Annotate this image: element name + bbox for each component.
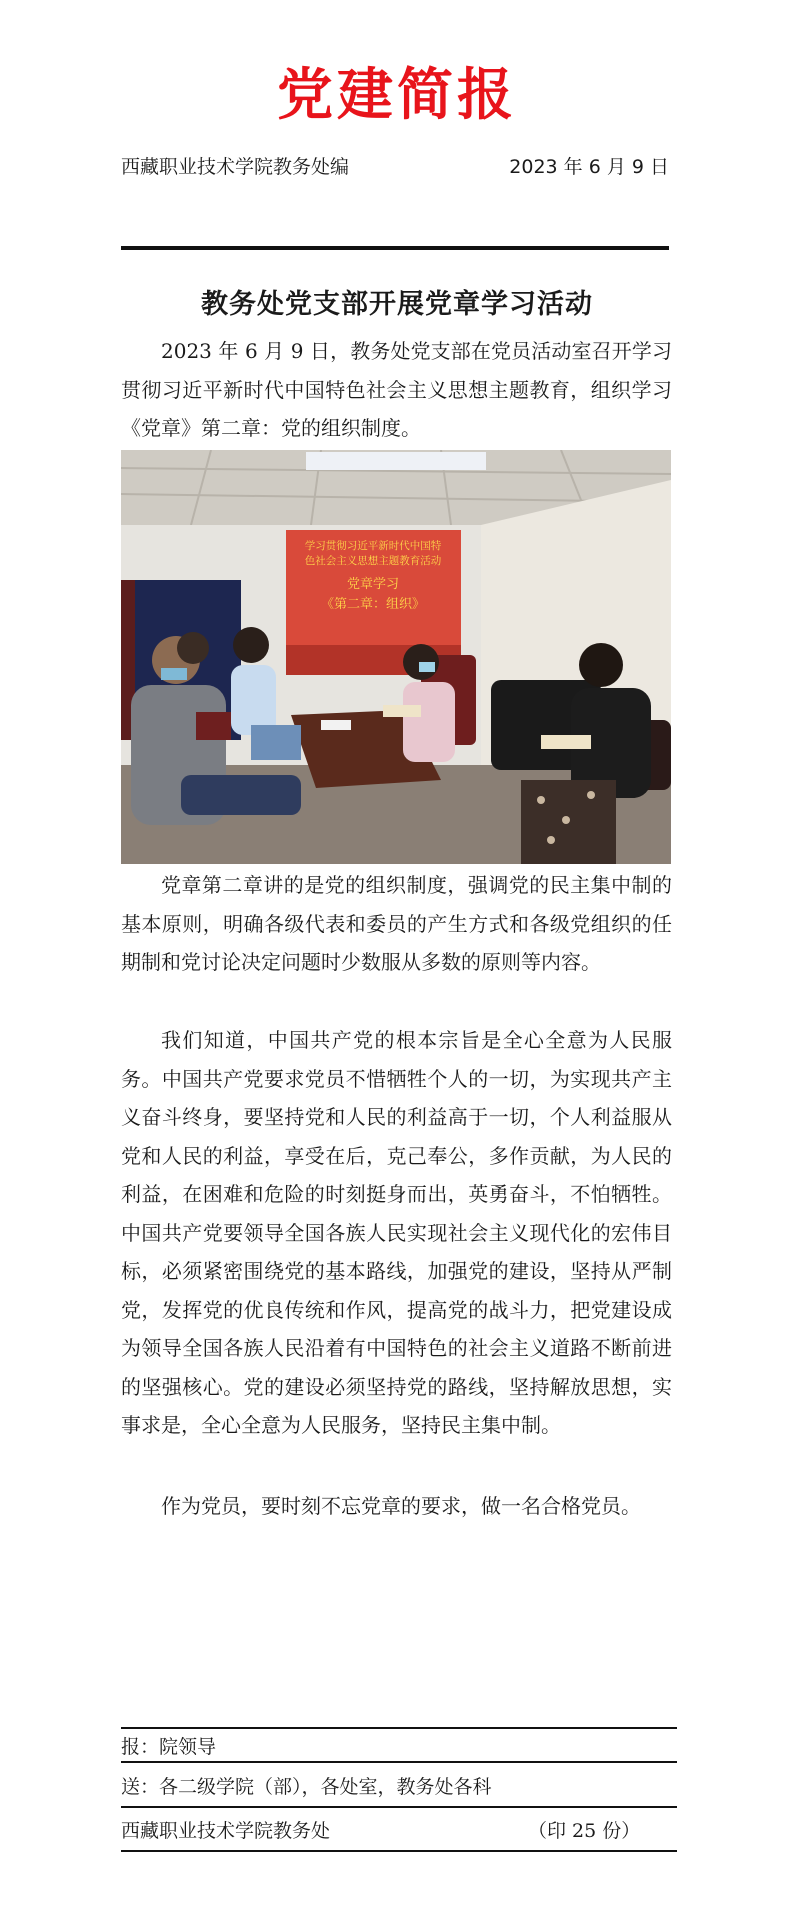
copies-count: （印 25 份）: [528, 1820, 641, 1842]
send-to: 送：各二级学院（部），各处室，教务处各科: [121, 1776, 492, 1798]
screen-text-2: 色社会主义思想主题教育活动: [304, 555, 442, 567]
header-divider: [121, 246, 669, 250]
article-paragraph-2: 党章第二章讲的是党的组织制度，强调党的民主集中制的基本原则，明确各级代表和委员的产生方式和各级党组织的任期制和党讨论决定问题时少数服从多数的原则等内容。: [121, 873, 672, 974]
article-paragraph-1: 2023 年 6 月 9 日，教务处党支部在党员活动室召开学习贯彻习近平新时代中国特色社会主义思想主题教育，组织学习《党章》第二章：党的组织制度。: [121, 339, 672, 440]
footer-issuer: 西藏职业技术学院教务处: [121, 1820, 331, 1842]
ceiling-light: [306, 452, 486, 470]
person: [579, 643, 623, 687]
footer-divider: [121, 1850, 677, 1852]
person: [233, 627, 269, 663]
masthead-title: 党建简报: [277, 63, 517, 128]
footer-divider: [121, 1727, 677, 1729]
report-to: 报：院领导: [121, 1736, 217, 1758]
article-paragraph-4: 作为党员，要时刻不忘党章的要求，做一名合格党员。: [161, 1494, 641, 1518]
issue-date: 2023 年 6 月 9 日: [509, 156, 669, 178]
article-paragraph-3: 我们知道，中国共产党的根本宗旨是全心全意为人民服务。中国共产党要求党员不惜牺牲个人的一切，为实现共产主义奋斗终身，要坚持党和人民的利益高于一切，个人利益服从党和人民的利益，享受在后，克己奉公，多作贡献，为人民的利益，在困难和危险的时刻挺身而出，英勇奋斗，不怕牺牲。中国共产党要领导全国各族人民实现社会主义现代化的宏伟目标，必须紧密围绕党的基本路线，加强党的建设，坚持从严制党，发挥党的优良传统和作风，提高党的战斗力，把党建设成为领导全国各族人民沿着有中国特色的社会主义道路不断前进的坚强核心。党的建设必须坚持党的路线，坚持解放思想，实事求是，全心全意为人民服务，坚持民主集中制。: [121, 1028, 672, 1437]
footer-divider: [121, 1761, 677, 1763]
footer-divider: [121, 1806, 677, 1808]
article-title: 教务处党支部开展党章学习活动: [201, 289, 593, 320]
meeting-photo: [121, 450, 671, 864]
issuer-label: 西藏职业技术学院教务处编: [121, 156, 350, 178]
screen-text-3: 党章学习: [346, 577, 400, 592]
screen-text-1: 学习贯彻习近平新时代中国特: [304, 540, 442, 552]
screen-text-4: 《第二章：组织》: [320, 597, 426, 612]
